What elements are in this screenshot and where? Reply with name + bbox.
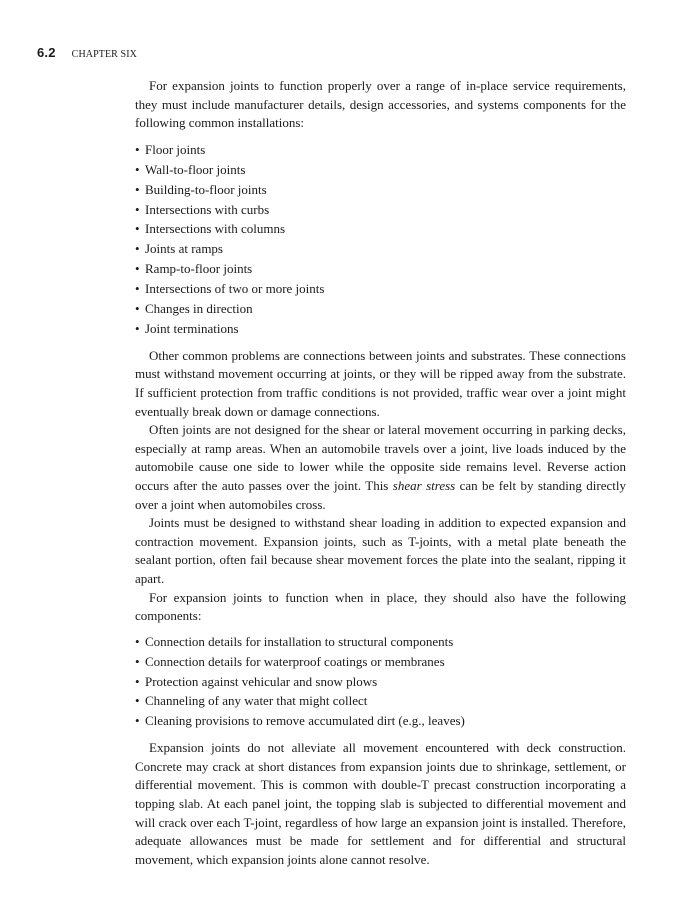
installations-list [135,140,626,339]
components-list [135,632,626,732]
list-item [135,259,626,279]
list-item-text: Cleaning provisions to remove accumulated dirt (e.g., leaves) [145,713,465,729]
list-item-text: Floor joints [145,141,206,157]
list-item-text: Connection details for waterproof coatings or membranes [145,653,445,669]
list-item-text: Joints at ramps [145,241,223,257]
page-number: 6.2 [37,45,56,60]
bullet-glyph: • [135,653,140,669]
bullet-glyph: • [135,141,140,157]
list-item-text: Joint terminations [145,320,239,336]
list-item [135,200,626,220]
bullet-glyph: • [135,320,140,336]
bullet-glyph: • [135,181,140,197]
intro-paragraph: For expansion joints to function properly over a range of in-place service requirements, they must include manufacturer details, design accessories, and systems components for the following common installations: [135,78,626,131]
list-item [135,219,626,239]
bullet-glyph: • [135,281,140,297]
list-item-text: Intersections with curbs [145,201,270,217]
bullet-glyph: • [135,713,140,729]
list-item [135,180,626,200]
final-paragraph: Expansion joints do not alleviate all movement encountered with deck construction. Concrete may crack at short distances from expansion joints due to shrinkage, settlement, or differential movement. This is common with double-T precast construction incorporating a topping slab. At each panel joint, the topping slab is subjected to differential movement and will crack over each T-joint, regardless of how large an expansion joint is installed. Therefore, adequate allowances must be made for settlement and for differential and structural movement, which expansion joints alone cannot resolve. [135,740,626,867]
shear-paragraph [135,421,626,514]
list-item [135,632,626,652]
list-item [135,140,626,160]
list-item [135,652,626,672]
bullet-glyph: • [135,241,140,257]
bullet-glyph: • [135,633,140,649]
list-item-text: Wall-to-floor joints [145,161,246,177]
list-item [135,691,626,711]
list-item-text: Connection details for installation to structural components [145,633,454,649]
list-item-text: Building-to-floor joints [145,181,267,197]
shear-stress-term: shear stress [392,478,456,493]
list-item-text: Changes in direction [145,301,253,317]
body-text [135,77,626,869]
list-item [135,711,626,731]
bullet-glyph: • [135,673,140,689]
list-item [135,299,626,319]
running-head [37,45,137,61]
bullet-glyph: • [135,301,140,317]
bullet-glyph: • [135,201,140,217]
list-item-text: Protection against vehicular and snow plows [145,673,378,689]
list-item-text: Intersections of two or more joints [145,281,325,297]
connections-paragraph: Other common problems are connections between joints and substrates. These connections must withstand movement occurring at joints, or they will be ripped away from the substrate. If sufficient protection from traffic conditions is not provided, traffic wear over a joint might eventually break down or damage connections. [135,347,626,419]
components-intro-paragraph: For expansion joints to function when in place, they should also have the following components: [135,589,626,624]
list-item [135,672,626,692]
chapter-label: CHAPTER SIX [71,49,137,60]
list-item-text: Channeling of any water that might collect [145,693,368,709]
shear-text-part2: can be felt by standing directly over a joint when automobiles cross. [135,478,627,512]
list-item-text: Intersections with columns [145,221,286,237]
bullet-glyph: • [135,693,140,709]
list-item [135,160,626,180]
shear-text-part1: Often joints are not designed for the shear or lateral movement occurring in parking decks, especially at ramp areas. When an automobile travels over a joint, live loads induced by the automobile cause one side to lower while the opposite side remains level. Reverse action occurs after the auto passes over the joint. This [135,422,626,493]
bullet-glyph: • [135,221,140,237]
list-item-text: Ramp-to-floor joints [145,261,253,277]
bullet-glyph: • [135,161,140,177]
bullet-glyph: • [135,261,140,277]
design-paragraph: Joints must be designed to withstand shear loading in addition to expected expansion and contraction movement. Expansion joints, such as T-joints, with a metal plate beneath the sealant portion, often fail because shear movement forces the plate into the sealant, ripping it apart. [135,515,626,586]
list-item [135,239,626,259]
list-item [135,319,626,339]
list-item [135,279,626,299]
